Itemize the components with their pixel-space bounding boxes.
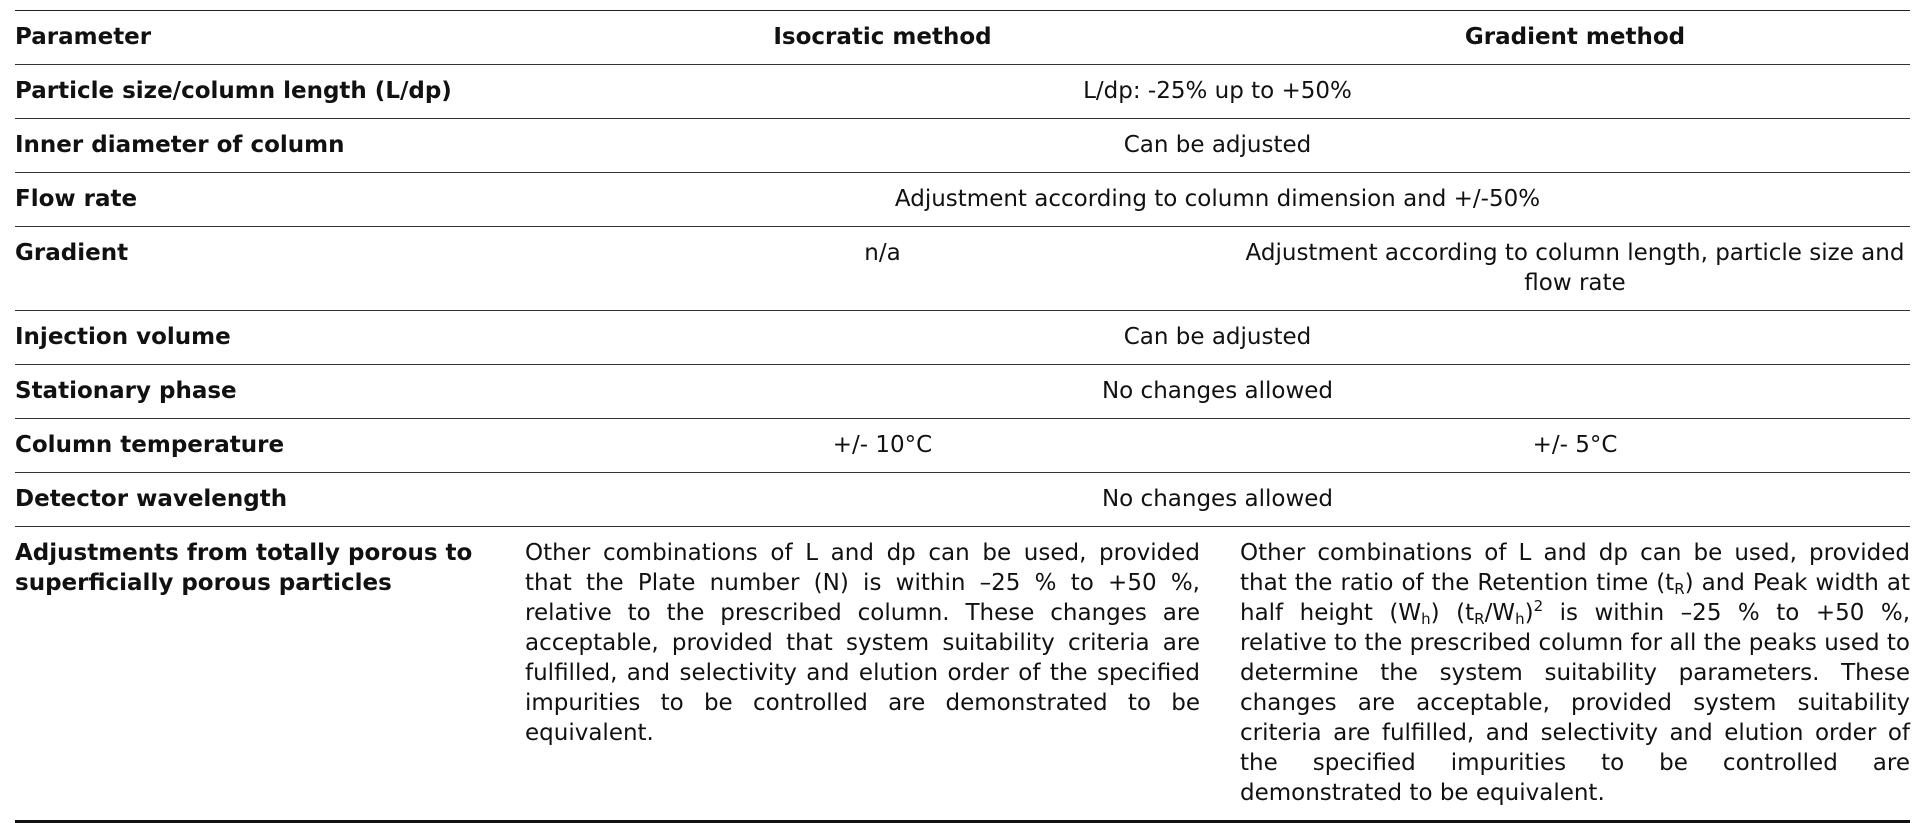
row-label-stationary-phase: Stationary phase [15, 378, 237, 404]
gradient-text-part2: ) and Peak width at half height (W [1240, 570, 1910, 626]
row-value-gradient-isocratic: n/a [864, 240, 901, 266]
gradient-text-part6: is within –25 % to +50 %, relative to the prescribed column for all the peaks used to determine the system suitability parameters. These changes are acceptable, provided system suitability criteria are fulfilled, and selectivity and elution order of the specified impurities to be controlled are demonstrated to be equivalent. [1240, 600, 1911, 806]
row-label-particle-size: Particle size/column length (L/dp) [15, 78, 452, 104]
table-row [15, 419, 1910, 473]
table-row [15, 527, 1910, 822]
row-label-gradient: Gradient [15, 240, 129, 266]
header-gradient: Gradient method [1464, 24, 1686, 50]
table-row [15, 227, 1910, 311]
row-label-injection-volume: Injection volume [15, 324, 231, 350]
row-label-adjustments: Adjustments from totally porous to superficially porous particles [15, 540, 473, 596]
table-row [15, 65, 1910, 119]
superscript-2: 2 [1533, 597, 1544, 615]
method-adjustment-table [15, 10, 1910, 823]
subscript-r: R [1674, 580, 1685, 598]
table-row [15, 119, 1910, 173]
comparison-table-container [15, 10, 1910, 823]
table-row [15, 311, 1910, 365]
table-row [15, 173, 1910, 227]
subscript-h-2: h [1515, 610, 1525, 628]
row-value-stationary-phase: No changes allowed [1101, 378, 1334, 404]
row-label-column-temperature: Column temperature [15, 432, 285, 458]
row-value-adjustments-isocratic: Other combinations of L and dp can be used, provided that the Plate number (N) is within –25 % to +50 %, relative to the prescribed column. These changes are acceptable, provided that system suitability criteria are fulfilled, and selectivity and elution order of the specified impurities to be controlled are demonstrated to be equivalent. [525, 540, 1200, 746]
subscript-r-2: R [1474, 610, 1485, 628]
row-value-inner-diameter: Can be adjusted [1123, 132, 1312, 158]
row-value-column-temperature-gradient: +/- 5°C [1532, 432, 1618, 458]
row-value-injection-volume: Can be adjusted [1123, 324, 1312, 350]
gradient-text-part4: /W [1484, 600, 1516, 626]
gradient-text-part1: Other combinations of L and dp can be used, provided that the ratio of the Retention time (t [1240, 540, 1910, 596]
row-label-inner-diameter: Inner diameter of column [15, 132, 345, 158]
table-row [15, 365, 1910, 419]
row-label-flow-rate: Flow rate [15, 186, 138, 212]
row-value-gradient-gradient: Adjustment according to column length, particle size and flow rate [1245, 240, 1905, 296]
table-header-row [15, 11, 1910, 65]
row-value-adjustments-gradient [1240, 527, 1910, 822]
header-isocratic: Isocratic method [773, 24, 992, 50]
row-label-detector-wavelength: Detector wavelength [15, 486, 288, 512]
gradient-text-part5: ) [1524, 600, 1534, 626]
row-value-detector-wavelength: No changes allowed [1101, 486, 1334, 512]
row-value-flow-rate: Adjustment according to column dimension and +/-50% [894, 186, 1541, 212]
row-value-column-temperature-isocratic: +/- 10°C [832, 432, 933, 458]
row-value-particle-size: L/dp: -25% up to +50% [1083, 78, 1352, 104]
header-parameter: Parameter [15, 24, 152, 50]
subscript-h: h [1421, 610, 1431, 628]
gradient-text-part3: ) (t [1430, 600, 1475, 626]
table-row [15, 473, 1910, 527]
